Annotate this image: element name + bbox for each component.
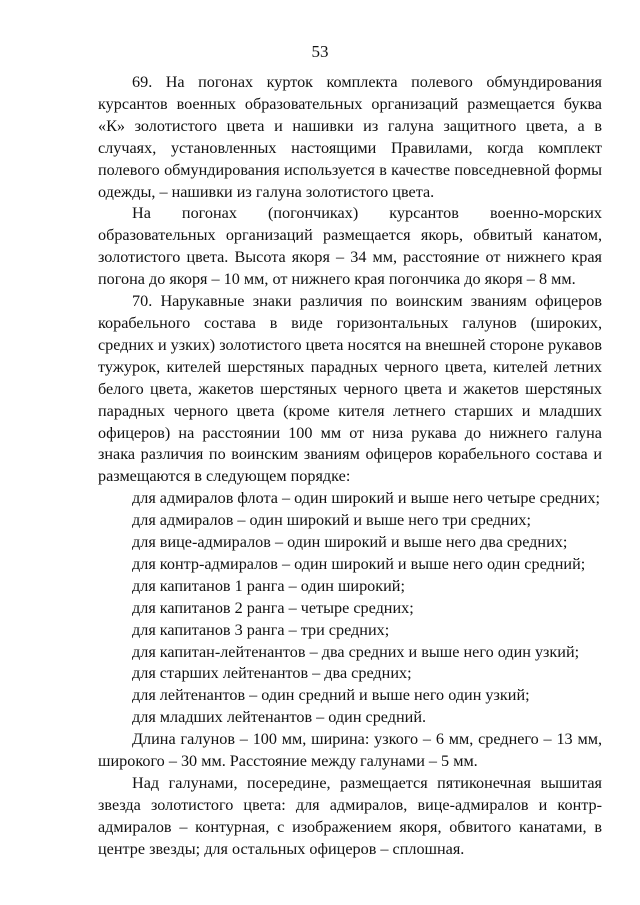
- list-item: для вице-адмиралов – один широкий и выше него два средних;: [132, 533, 568, 552]
- list-item: для адмиралов – один широкий и выше него три средних;: [132, 511, 531, 530]
- list-item: для младших лейтенантов – один средний.: [132, 708, 427, 727]
- list-item: для капитан-лейтенантов – два средних и выше него один узкий;: [132, 642, 580, 661]
- list-item: для адмиралов флота – один широкий и выше него четыре средних;: [132, 489, 601, 508]
- list-item: для капитанов 3 ранга – три средних;: [132, 620, 390, 639]
- list-item: для лейтенантов – один средний и выше него один узкий;: [132, 686, 530, 705]
- list-item: для старших лейтенантов – два средних;: [132, 664, 412, 683]
- list-item: для капитанов 2 ранга – четыре средних;: [132, 598, 414, 617]
- page-number: 53: [311, 42, 329, 61]
- list-item: для контр-адмиралов – один широкий и выше него один средний;: [132, 554, 586, 573]
- document-body: [98, 72, 602, 861]
- paragraph-star: Над галунами, посередине, размещается пятиконечная вышитая звезда золотистого цвета: для адмиралов, вице-адмиралов и контр-адмиралов – контурная, с изображением якоря, обвитого канатами, в центре звезды; для остальных офицеров – сплошная.: [98, 774, 602, 858]
- paragraph-anchor: На погонах (погончиках) курсантов военно-морских образовательных организаций размещается якорь, обвитый канатом, золотистого цвета. Высота якоря – 34 мм, расстояние от нижнего края погона до якоря – 10 мм, от нижнего края погончика до якоря – 8 мм.: [98, 204, 602, 289]
- list-item: для капитанов 1 ранга – один широкий;: [132, 576, 405, 595]
- rank-list: [98, 488, 602, 729]
- paragraph-69: 69. На погонах курток комплекта полевого обмундирования курсантов военных образовательных организаций размещается буква «К» золотистого цвета и нашивки из галуна защитного цвета, а в случаях, установленных настоящими Правилами, когда комплект полевого обмундирования используется в качестве повседневной формы одежды, – нашивки из галуна золотистого цвета.: [98, 73, 602, 201]
- paragraph-dimensions: Длина галунов – 100 мм, ширина: узкого – 6 мм, среднего – 13 мм, широкого – 30 мм. Расстояние между галунами – 5 мм.: [98, 730, 602, 771]
- paragraph-70: 70. Нарукавные знаки различия по воинским званиям офицеров корабельного состава в виде горизонтальных галунов (широких, средних и узких) золотистого цвета носятся на внешней стороне рукавов тужурок, кителей шерстяных парадных черного цвета, кителей летних белого цвета, жакетов шерстяных черного цвета и жакетов шерстяных парадных черного цвета (кроме кителя летнего старших и младших офицеров) на расстоянии 100 мм от низа рукава до нижнего галуна знака различия по воинским званиям офицеров корабельного состава и размещаются в следующем порядке:: [98, 292, 602, 486]
